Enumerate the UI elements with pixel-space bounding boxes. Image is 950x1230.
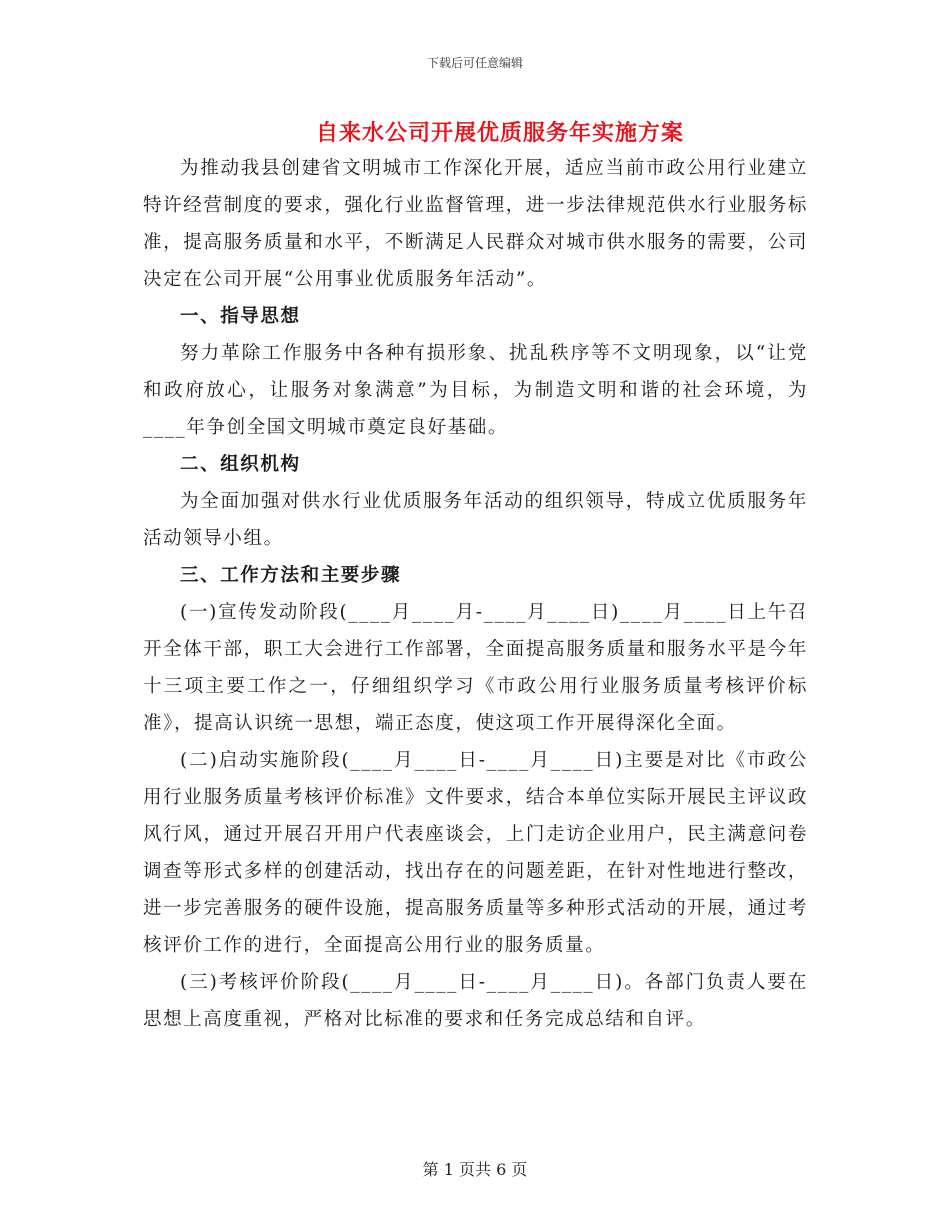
section-paragraph-organization: 为全面加强对供水行业优质服务年活动的组织领导，特成立优质服务年活动领导小组。 — [143, 491, 808, 549]
header-note: 下载后可任意编辑 — [426, 56, 523, 70]
document-body — [143, 150, 808, 1038]
step-paragraph-implementation: (二)启动实施阶段(____月____日-____月____日)主要是对比《市政公用行业服务质量考核评价标准》文件要求，结合本单位实际开展民主评议政风行风，通过开展召开用户代表座谈会，上门走访企业用户，民主满意问卷调查等形式多样的创建活动，找出存在的问题差距，在针对性地进行整改，进一步完善服务的硬件设施，提高服务质量等多种形式活动的开展，通过考核评价工作的进行，全面提高公用行业的服务质量。 — [143, 750, 808, 956]
page-footer: 第 1 页共 6 页 — [422, 1160, 528, 1179]
document-title: 自来水公司开展优质服务年实施方案 — [315, 120, 684, 146]
intro-paragraph: 为推动我县创建省文明城市工作深化开展，适应当前市政公用行业建立特许经营制度的要求，强化行业监督管理，进一步法律规范供水行业服务标准，提高服务质量和水平，不断满足人民群众对城市供水服务的需要，公司决定在公司开展“公用事业优质服务年活动”。 — [143, 158, 808, 290]
step-paragraph-evaluation: (三)考核评价阶段(____月____日-____月____日)。各部门负责人要在思想上高度重视，严格对比标准的要求和任务完成总结和自评。 — [143, 972, 808, 1030]
section-heading-guiding-ideology: 一、指导思想 — [180, 306, 301, 327]
section-paragraph-guiding-ideology: 努力革除工作服务中各种有损形象、扰乱秩序等不文明现象，以“让党和政府放心，让服务对象满意”为目标，为制造文明和谐的社会环境，为____年争创全国文明城市奠定良好基础。 — [143, 343, 808, 438]
step-paragraph-publicity: (一)宣传发动阶段(____月____月-____月____日)____月____日上午召开全体干部，职工大会进行工作部署，全面提高服务质量和服务水平是今年十三项主要工作之一，仔细组织学习《市政公用行业服务质量考核评价标准》，提高认识统一思想，端正态度，使这项工作开展得深化全面。 — [143, 602, 808, 734]
section-heading-organization: 二、组织机构 — [180, 454, 301, 475]
section-heading-work-methods: 三、工作方法和主要步骤 — [180, 565, 402, 586]
